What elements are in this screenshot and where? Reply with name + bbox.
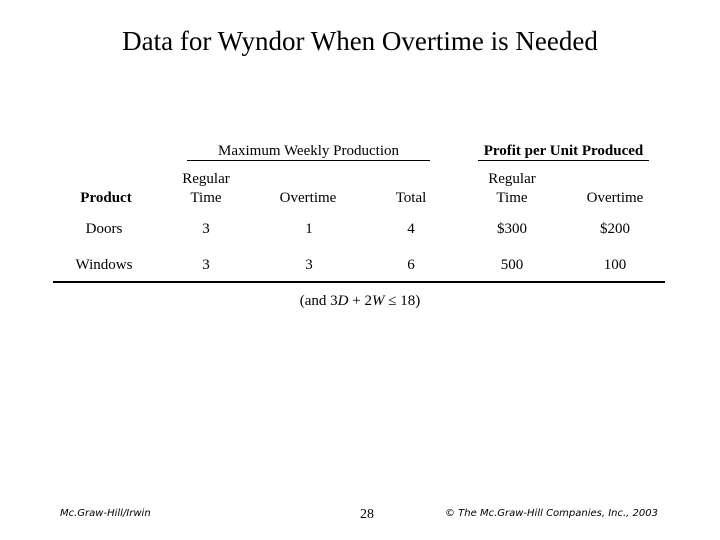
row-doors-profit-regular: $300 xyxy=(497,221,527,237)
col-header-product: Product xyxy=(80,190,132,206)
row-doors-overtime: 1 xyxy=(305,221,313,237)
col-header-regular-line2: Time xyxy=(190,190,222,206)
row-doors-total: 4 xyxy=(407,221,415,237)
col-header-overtime: Overtime xyxy=(279,190,337,206)
col-header-profit-regular-line2: Time xyxy=(496,190,528,206)
constraint-var-d: D xyxy=(337,293,349,309)
col-header-total: Total xyxy=(395,190,427,206)
constraint-prefix: (and 3 xyxy=(299,293,338,309)
footer-publisher: Mc.Graw-Hill/Irwin xyxy=(60,508,151,519)
row-doors-product: Doors xyxy=(85,221,123,237)
row-windows-total: 6 xyxy=(407,257,415,273)
row-doors-regular: 3 xyxy=(202,221,210,237)
page-title: Data for Wyndor When Overtime is Needed xyxy=(122,26,598,56)
row-windows-profit-regular: 500 xyxy=(500,257,524,273)
row-windows-profit-overtime: 100 xyxy=(603,257,627,273)
page-number: 28 xyxy=(360,507,374,522)
row-windows-product: Windows xyxy=(75,257,133,273)
col-header-profit-regular-line1: Regular xyxy=(488,171,536,187)
row-windows-regular: 3 xyxy=(202,257,210,273)
footer-copyright: © The Mc.Graw-Hill Companies, Inc., 2003 xyxy=(445,508,658,519)
profit-group-label: Profit per Unit Produced xyxy=(483,143,644,159)
row-doors-profit-overtime: $200 xyxy=(600,221,630,237)
constraint-note xyxy=(260,293,460,310)
col-header-regular-line1: Regular xyxy=(182,171,230,187)
constraint-suffix: ≤ 18) xyxy=(384,293,421,309)
row-windows-overtime: 3 xyxy=(305,257,313,273)
profit-group-header xyxy=(478,143,649,161)
production-group-label: Maximum Weekly Production xyxy=(218,143,399,159)
constraint-middle: + 2 xyxy=(348,293,372,309)
col-header-regular xyxy=(166,170,246,208)
table-bottom-rule xyxy=(53,281,665,283)
col-header-profit-overtime: Overtime xyxy=(586,190,644,206)
col-header-profit-regular xyxy=(472,170,552,208)
production-group-header xyxy=(187,143,430,161)
constraint-var-w: W xyxy=(371,293,385,309)
